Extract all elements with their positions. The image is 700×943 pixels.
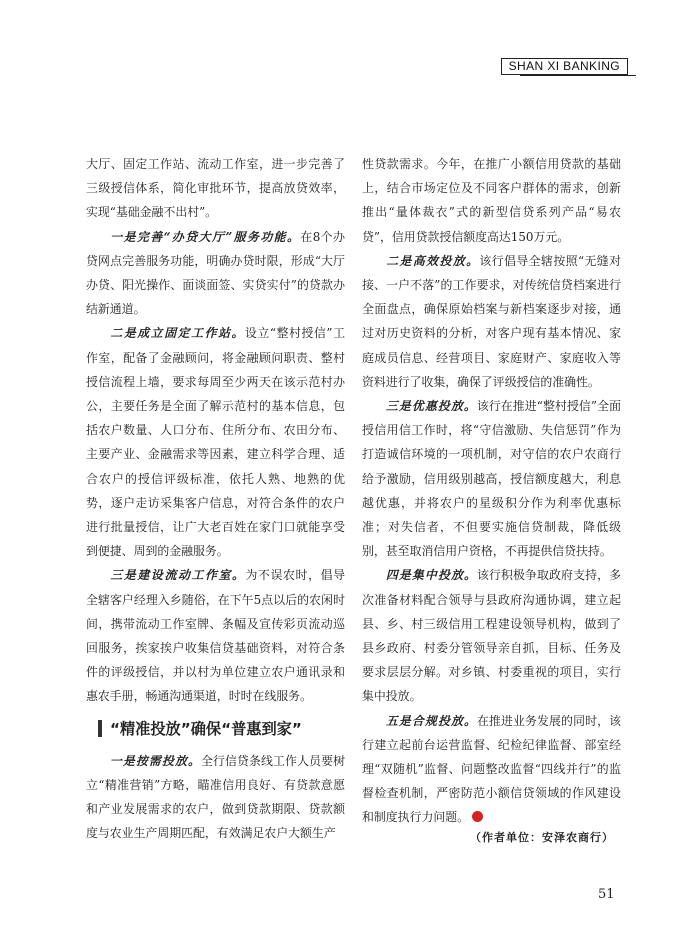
paragraph-lead: 三是建设流动工作室。 [109, 568, 246, 583]
paragraph-mobile-office [86, 563, 345, 708]
paragraph-fixed-workstation [86, 321, 345, 563]
right-column [362, 152, 621, 830]
paragraph-lead: 五是合规投放。 [385, 713, 477, 728]
paragraph-body: 在推进业务发展的同时，该行建立起前台运营监督、纪检纪律监督、部室经理“双随机”监督、问题整改监督“四线并行”的监督检查机制，严密防范小额信贷领域的作风建设和制度执行力问题。 [362, 713, 621, 825]
paragraph-lead: 二是成立固定工作站。 [109, 326, 245, 341]
paragraph-body: 该行在推进“整村授信”全面授信用信工作时，将“守信激励、失信惩罚”作为打造诚信环境的一项机制，对守信的农户农商行给予激励，信用级别越高，授信额度越大，利息越优惠，并将农户的星级积分作为利率优惠标准；对失信者，不但要实施信贷制裁，降低级别，甚至取消信用户资格，不再提供信贷扶持。 [362, 399, 621, 559]
paragraph-preferential [362, 394, 621, 563]
paragraph-body: 设立“整村授信”工作室，配备了金融顾问，将金融顾问职责、整村授信流程上墙，要求每周至少两天在该示范村办公，主要任务是全面了解示范村的基本信息，包括农户数量、人口分布、住所分布、农田分布、主要产业、金融需求等因素，建立科学合理、适合农户的授信评级标准，依托人熟、地熟的优势，逐户走访采集客户信息，对符合条件的农户进行批量授信，让广大老百姓在家门口就能享受到便捷、周到的金融服务。 [86, 326, 345, 559]
paragraph-body: 该行倡导全辖按照“无缝对接、一户不落”的工作要求，对传统信贷档案进行全面盘点，确保原始档案与新档案逐步对接，通过对历史资料的分析，对客户现有基本情况、家庭成员信息、经营项目、家庭财产、家庭收入等资料进行了收集，确保了评级授信的准确性。 [362, 253, 621, 389]
heading-bar-icon [98, 720, 102, 737]
author-affiliation: （作者单位：安泽农商行） [470, 831, 614, 844]
paragraph-body: 该行积极争取政府支持，多次准备材料配合领导与县政府沟通协调，建立起县、乡、村三级信用工程建设领导机构，做到了县乡政府、村委分管领导亲自抓，目标、任务及要求层层分解。对乡镇、村委重视的项目，实行集中投放。 [362, 568, 621, 704]
page-number: 51 [598, 887, 615, 902]
paragraph-body: 全行信贷条线工作人员要树立“精准营销”方略，瞄准信用良好、有贷款意愿和产业发展需求的农户，做到贷款期限、贷款额度与农业生产周期匹配，有效满足农户大额生产 [86, 753, 345, 841]
left-column [86, 152, 345, 845]
paragraph-body: 为不误农时，倡导全辖客户经理入乡随俗，在下午5点以后的农闲时间，携带流动工作室牌、条幅及宣传彩页流动巡回服务，挨家挨户收集信贷基础资料，对符合条件的评级授信，并以村为单位建立农户通讯录和惠农手册，畅通沟通渠道，时时在线服务。 [86, 568, 345, 704]
publication-name: SHAN XI BANKING [501, 58, 628, 75]
paragraph-continued: 性贷款需求。今年，在推广小额信用贷款的基础上，结合市场定位及不同客户群体的需求，创新推出“量体裁衣”式的新型信贷系列产品“易农贷”，信用贷款授信额度高达150万元。 [362, 157, 621, 244]
paragraph-compliant [362, 709, 621, 830]
paragraph-lead: 三是优惠投放。 [385, 399, 477, 414]
paragraph-office-service [86, 225, 345, 322]
publication-header [501, 57, 628, 75]
paragraph-lead: 一是按需投放。 [109, 753, 201, 768]
paragraph-body: 在8个办贷网点完善服务功能，明确办贷时限，形成“大厅办贷、阳光操作、面谈面签、实贷实付”的贷款办结新通道。 [86, 229, 345, 317]
paragraph-lead: 一是完善“办贷大厅”服务功能。 [109, 229, 301, 244]
paragraph-efficient [362, 249, 621, 394]
paragraph-concentrated [362, 563, 621, 708]
paragraph-lead: 二是高效投放。 [385, 253, 480, 268]
end-mark-icon [472, 811, 483, 822]
paragraph-continued: 大厅、固定工作站、流动工作室，进一步完善了三级授信体系，简化审批环节，提高放贷效率，实现“基础金融不出村”。 [86, 157, 345, 220]
section-heading-text: “精准投放”确保“普惠到家” [110, 719, 302, 738]
header-rule [520, 75, 636, 76]
paragraph-on-demand [86, 749, 345, 846]
section-heading [98, 718, 345, 740]
paragraph-lead: 四是集中投放。 [385, 568, 477, 583]
